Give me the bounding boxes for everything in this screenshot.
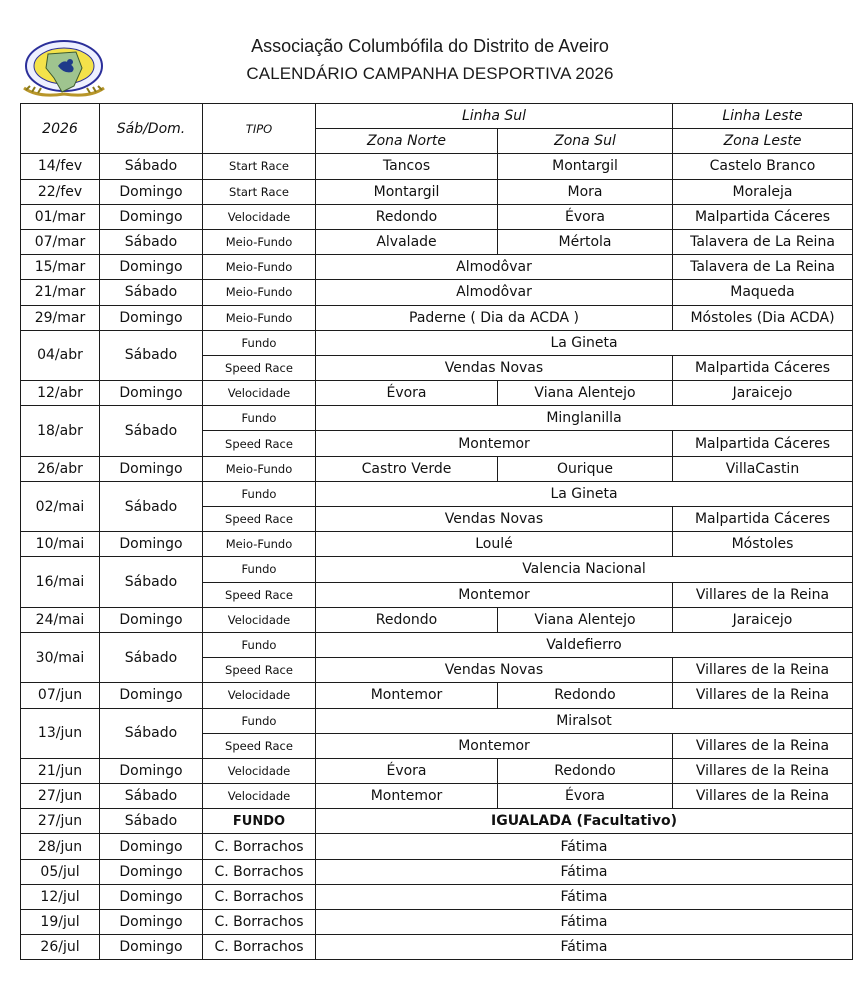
type-cell: Velocidade <box>203 758 316 783</box>
location-zona-norte-cell: Redondo <box>316 204 498 229</box>
type-cell: Velocidade <box>203 381 316 406</box>
location-zona-sul-cell: Mértola <box>498 229 673 254</box>
table-row <box>21 708 853 733</box>
date-cell: 26/jul <box>21 935 100 960</box>
day-cell: Domingo <box>100 683 203 708</box>
type-cell: Start Race <box>203 154 316 179</box>
date-cell: 02/mai <box>21 481 100 531</box>
date-cell: 18/abr <box>21 406 100 456</box>
date-cell: 04/abr <box>21 330 100 380</box>
location-zona-leste-cell: Villares de la Reina <box>673 784 853 809</box>
day-cell: Sábado <box>100 406 203 456</box>
type-cell: Meio-Fundo <box>203 305 316 330</box>
location-zona-leste-cell: Villares de la Reina <box>673 733 853 758</box>
type-cell: Velocidade <box>203 204 316 229</box>
table-row <box>21 456 853 481</box>
type-cell: C. Borrachos <box>203 884 316 909</box>
day-cell: Sábado <box>100 481 203 531</box>
date-cell: 01/mar <box>21 204 100 229</box>
date-cell: 22/fev <box>21 179 100 204</box>
day-cell: Domingo <box>100 607 203 632</box>
location-zona-leste-cell: Villares de la Reina <box>673 683 853 708</box>
header-zona-leste: Zona Leste <box>673 129 853 154</box>
table-row <box>21 406 853 431</box>
calendar-body <box>21 154 853 960</box>
day-cell: Sábado <box>100 784 203 809</box>
location-zona-norte-cell: Montemor <box>316 683 498 708</box>
location-zona-sul-cell: Viana Alentejo <box>498 381 673 406</box>
type-cell: Speed Race <box>203 355 316 380</box>
day-cell: Domingo <box>100 935 203 960</box>
date-cell: 10/mai <box>21 532 100 557</box>
location-zona-sul-cell: Évora <box>498 204 673 229</box>
location-all-cell: IGUALADA (Facultativo) <box>316 809 853 834</box>
location-zona-sul-cell: Montargil <box>498 154 673 179</box>
location-zona-leste-cell: Talavera de La Reina <box>673 229 853 254</box>
table-row <box>21 229 853 254</box>
location-all-cell: Fátima <box>316 859 853 884</box>
location-linha-sul-cell: Montemor <box>316 733 673 758</box>
type-cell: Meio-Fundo <box>203 280 316 305</box>
day-cell: Sábado <box>100 280 203 305</box>
date-cell: 13/jun <box>21 708 100 758</box>
table-row <box>21 330 853 355</box>
day-cell: Domingo <box>100 859 203 884</box>
header-linha-sul: Linha Sul <box>316 104 673 129</box>
table-row <box>21 834 853 859</box>
location-zona-sul-cell: Mora <box>498 179 673 204</box>
location-all-cell: Fátima <box>316 834 853 859</box>
date-cell: 27/jun <box>21 809 100 834</box>
location-all-cell: Valdefierro <box>316 632 853 657</box>
table-row <box>21 607 853 632</box>
location-all-cell: La Gineta <box>316 330 853 355</box>
day-cell: Domingo <box>100 305 203 330</box>
day-cell: Domingo <box>100 204 203 229</box>
location-all-cell: Fátima <box>316 884 853 909</box>
day-cell: Sábado <box>100 154 203 179</box>
location-zona-norte-cell: Évora <box>316 758 498 783</box>
type-cell: Speed Race <box>203 431 316 456</box>
location-zona-sul-cell: Évora <box>498 784 673 809</box>
date-cell: 27/jun <box>21 784 100 809</box>
day-cell: Domingo <box>100 255 203 280</box>
table-row <box>21 809 853 834</box>
location-zona-norte-cell: Tancos <box>316 154 498 179</box>
type-cell: Speed Race <box>203 658 316 683</box>
table-row <box>21 557 853 582</box>
location-all-cell: Fátima <box>316 910 853 935</box>
day-cell: Sábado <box>100 330 203 380</box>
location-zona-leste-cell: Móstoles <box>673 532 853 557</box>
location-all-cell: Valencia Nacional <box>316 557 853 582</box>
location-zona-sul-cell: Viana Alentejo <box>498 607 673 632</box>
page-subtitle: CALENDÁRIO CAMPANHA DESPORTIVA 2026 <box>246 64 614 83</box>
date-cell: 07/mar <box>21 229 100 254</box>
location-linha-sul-cell: Montemor <box>316 582 673 607</box>
day-cell: Domingo <box>100 910 203 935</box>
location-zona-leste-cell: Malpartida Cáceres <box>673 204 853 229</box>
table-row <box>21 481 853 506</box>
association-logo-icon <box>18 38 110 100</box>
day-cell: Domingo <box>100 179 203 204</box>
location-zona-leste-cell: Jaraicejo <box>673 607 853 632</box>
type-cell: C. Borrachos <box>203 834 316 859</box>
day-cell: Domingo <box>100 884 203 909</box>
location-zona-norte-cell: Castro Verde <box>316 456 498 481</box>
calendar-table <box>20 103 853 960</box>
date-cell: 28/jun <box>21 834 100 859</box>
day-cell: Sábado <box>100 708 203 758</box>
location-linha-sul-cell: Montemor <box>316 431 673 456</box>
type-cell: Meio-Fundo <box>203 532 316 557</box>
day-cell: Sábado <box>100 632 203 682</box>
date-cell: 29/mar <box>21 305 100 330</box>
header-type: TIPO <box>203 104 316 154</box>
location-zona-leste-cell: Villares de la Reina <box>673 582 853 607</box>
type-cell: Velocidade <box>203 683 316 708</box>
type-cell: Meio-Fundo <box>203 229 316 254</box>
day-cell: Sábado <box>100 557 203 607</box>
location-zona-leste-cell: VillaCastin <box>673 456 853 481</box>
day-cell: Domingo <box>100 834 203 859</box>
page-title: Associação Columbófila do Distrito de Aveiro <box>251 36 609 56</box>
location-zona-sul-cell: Redondo <box>498 683 673 708</box>
date-cell: 05/jul <box>21 859 100 884</box>
location-zona-leste-cell: Malpartida Cáceres <box>673 431 853 456</box>
type-cell: Speed Race <box>203 582 316 607</box>
location-zona-leste-cell: Malpartida Cáceres <box>673 507 853 532</box>
table-row <box>21 758 853 783</box>
location-zona-sul-cell: Redondo <box>498 758 673 783</box>
type-cell: Velocidade <box>203 607 316 632</box>
location-all-cell: Miralsot <box>316 708 853 733</box>
location-zona-leste-cell: Malpartida Cáceres <box>673 355 853 380</box>
location-all-cell: Fátima <box>316 935 853 960</box>
location-zona-norte-cell: Montemor <box>316 784 498 809</box>
header-year: 2026 <box>21 104 100 154</box>
location-linha-sul-cell: Almodôvar <box>316 255 673 280</box>
location-linha-sul-cell: Paderne ( Dia da ACDA ) <box>316 305 673 330</box>
header-zona-sul: Zona Sul <box>498 129 673 154</box>
table-row <box>21 532 853 557</box>
type-cell: Fundo <box>203 330 316 355</box>
location-linha-sul-cell: Vendas Novas <box>316 507 673 532</box>
location-zona-norte-cell: Montargil <box>316 179 498 204</box>
location-zona-norte-cell: Évora <box>316 381 498 406</box>
table-row <box>21 859 853 884</box>
header-linha-leste: Linha Leste <box>673 104 853 129</box>
date-cell: 30/mai <box>21 632 100 682</box>
date-cell: 21/jun <box>21 758 100 783</box>
type-cell: Meio-Fundo <box>203 255 316 280</box>
location-all-cell: Minglanilla <box>316 406 853 431</box>
location-zona-leste-cell: Maqueda <box>673 280 853 305</box>
location-zona-leste-cell: Jaraicejo <box>673 381 853 406</box>
location-zona-sul-cell: Ourique <box>498 456 673 481</box>
type-cell: C. Borrachos <box>203 910 316 935</box>
table-row <box>21 935 853 960</box>
date-cell: 15/mar <box>21 255 100 280</box>
location-linha-sul-cell: Vendas Novas <box>316 355 673 380</box>
table-row <box>21 280 853 305</box>
date-cell: 07/jun <box>21 683 100 708</box>
header-zona-norte: Zona Norte <box>316 129 498 154</box>
type-cell: Fundo <box>203 481 316 506</box>
location-zona-leste-cell: Castelo Branco <box>673 154 853 179</box>
type-cell: Fundo <box>203 557 316 582</box>
location-zona-leste-cell: Villares de la Reina <box>673 658 853 683</box>
table-row <box>21 884 853 909</box>
table-row <box>21 179 853 204</box>
location-zona-leste-cell: Moraleja <box>673 179 853 204</box>
type-cell: C. Borrachos <box>203 859 316 884</box>
location-zona-leste-cell: Villares de la Reina <box>673 758 853 783</box>
table-row <box>21 154 853 179</box>
date-cell: 24/mai <box>21 607 100 632</box>
date-cell: 19/jul <box>21 910 100 935</box>
type-cell: Speed Race <box>203 733 316 758</box>
table-row <box>21 910 853 935</box>
table-row <box>21 632 853 657</box>
day-cell: Sábado <box>100 809 203 834</box>
location-linha-sul-cell: Almodôvar <box>316 280 673 305</box>
date-cell: 21/mar <box>21 280 100 305</box>
date-cell: 12/abr <box>21 381 100 406</box>
type-cell: Meio-Fundo <box>203 456 316 481</box>
table-row <box>21 683 853 708</box>
type-cell: Fundo <box>203 406 316 431</box>
date-cell: 16/mai <box>21 557 100 607</box>
table-row <box>21 255 853 280</box>
type-cell: FUNDO <box>203 809 316 834</box>
table-row <box>21 381 853 406</box>
type-cell: Speed Race <box>203 507 316 532</box>
location-linha-sul-cell: Vendas Novas <box>316 658 673 683</box>
type-cell: Fundo <box>203 632 316 657</box>
table-row <box>21 204 853 229</box>
day-cell: Domingo <box>100 758 203 783</box>
type-cell: Fundo <box>203 708 316 733</box>
date-cell: 14/fev <box>21 154 100 179</box>
date-cell: 26/abr <box>21 456 100 481</box>
location-zona-leste-cell: Talavera de La Reina <box>673 255 853 280</box>
day-cell: Domingo <box>100 532 203 557</box>
type-cell: C. Borrachos <box>203 935 316 960</box>
day-cell: Domingo <box>100 456 203 481</box>
location-zona-norte-cell: Redondo <box>316 607 498 632</box>
location-zona-norte-cell: Alvalade <box>316 229 498 254</box>
date-cell: 12/jul <box>21 884 100 909</box>
day-cell: Domingo <box>100 381 203 406</box>
table-row <box>21 305 853 330</box>
location-zona-leste-cell: Móstoles (Dia ACDA) <box>673 305 853 330</box>
day-cell: Sábado <box>100 229 203 254</box>
location-linha-sul-cell: Loulé <box>316 532 673 557</box>
type-cell: Start Race <box>203 179 316 204</box>
header-day: Sáb/Dom. <box>100 104 203 154</box>
type-cell: Velocidade <box>203 784 316 809</box>
table-row <box>21 784 853 809</box>
location-all-cell: La Gineta <box>316 481 853 506</box>
